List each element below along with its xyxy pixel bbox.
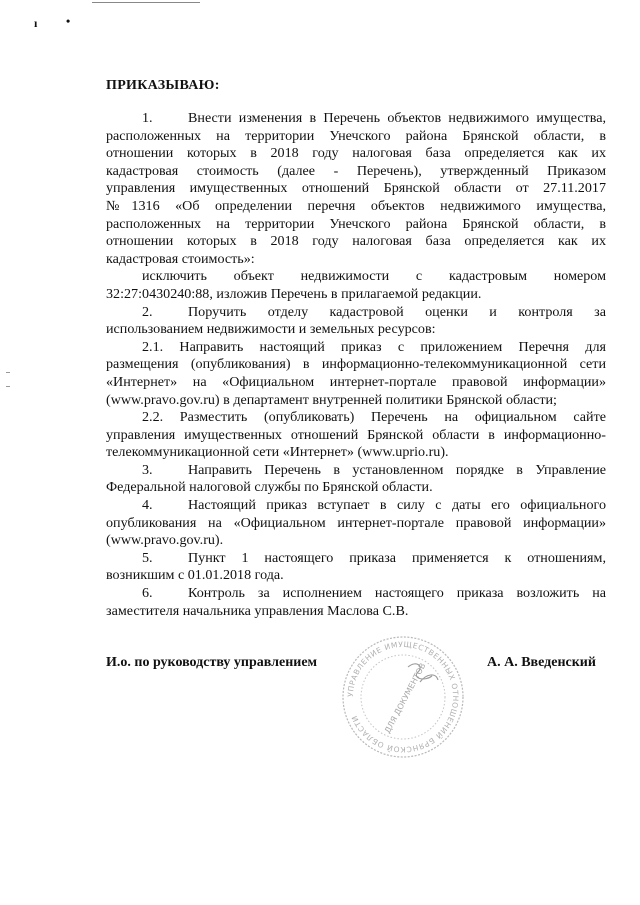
item-line: №1316 «Об определении перечня объектов недвижимого имущества, <box>106 197 606 214</box>
item-number: 2. <box>142 303 153 320</box>
item-number: 1. <box>142 110 153 126</box>
margin-tick <box>6 386 10 387</box>
item-line: «Интернет» на «Официальном интернет-портале правовой информации» <box>106 373 606 390</box>
item-number: 3. <box>142 461 153 478</box>
item-line: 2.1. Направить настоящий приказ с приложением Перечня для <box>142 338 606 355</box>
item-line: Направить Перечень в установленном порядке в Управление <box>188 461 606 478</box>
item-line: 2.2. Разместить (опубликовать) Перечень на официальном сайте <box>142 409 606 426</box>
item-line: опубликования на «Официальном интернет-портале правовой информации» <box>106 514 606 531</box>
item-number: 4. <box>142 497 153 514</box>
official-stamp <box>338 632 468 762</box>
item-line: Контроль за исполнением настоящего приказа возложить на <box>188 585 606 602</box>
item-line: (www.pravo.gov.ru). <box>106 532 224 549</box>
item-line: Настоящий приказ вступает в силу с даты его официального <box>188 497 606 514</box>
item-number: 5. <box>142 549 153 566</box>
item-4 <box>106 497 606 550</box>
item-line: управления имущественных отношений Брянской области в информационно- <box>106 426 606 443</box>
item-line: Внести изменения в Перечень объектов недвижимого имущества, <box>188 110 606 126</box>
item-line: Поручить отделу кадастровой оценки и контроля за <box>188 303 606 320</box>
item-line: отношении которых в 2018 году налоговая база определяется как их <box>106 145 606 162</box>
scan-speck: • <box>66 14 71 28</box>
item-line: 32:27:0430240:88, изложив Перечень в прилагаемой редакции. <box>106 285 482 302</box>
margin-tick <box>6 372 10 373</box>
item-line: исключить объект недвижимости с кадастровым номером <box>142 268 606 285</box>
item-line: кадастровая стоимость (далее - Перечень), утвержденный Приказом <box>106 162 606 179</box>
item-line: расположенных на территории Унечского района Брянской области, в <box>106 215 606 232</box>
item-2 <box>106 304 606 339</box>
scan-speck: ı <box>34 16 38 30</box>
item-line: Федеральной налоговой службы по Брянской области. <box>106 479 433 496</box>
item-line: размещения (опубликования) в информационно-телекоммуникационной сети <box>106 356 606 373</box>
item-line: Пункт 1 настоящего приказа применяется к отношениям, <box>188 549 606 566</box>
item-6 <box>106 585 606 620</box>
item-line: возникшим с 01.01.2018 года. <box>106 567 284 584</box>
item-line: отношении которых в 2018 году налоговая база определяется как их <box>106 233 606 250</box>
stamp-ring-text: УПРАВЛЕНИЕ ИМУЩЕСТВЕННЫХ ОТНОШЕНИЙ БРЯНСКОЙ ОБЛАСТИ <box>345 639 461 755</box>
item-2-2 <box>106 409 606 462</box>
item-line: использованием недвижимости и земельных ресурсов: <box>106 321 436 338</box>
top-rule <box>92 2 200 3</box>
item-3 <box>106 462 606 497</box>
order-heading: ПРИКАЗЫВАЮ: <box>106 78 220 93</box>
item-line: телекоммуникационной сети «Интернет» (www.uprio.ru). <box>106 444 449 461</box>
order-body <box>106 110 606 620</box>
item-line: расположенных на территории Унечского района Брянской области, в <box>106 127 606 144</box>
item-line: заместителя начальника управления Маслова С.В. <box>106 602 409 619</box>
item-line: кадастровая стоимость»: <box>106 250 255 267</box>
item-5 <box>106 550 606 585</box>
stamp-center-text: ДЛЯ ДОКУМЕНТОВ <box>382 661 428 735</box>
signatory-name: А. А. Введенский <box>487 655 596 670</box>
item-line: (www.pravo.gov.ru) в департамент внутренней политики Брянской области; <box>106 391 557 408</box>
item-number: 6. <box>142 585 153 602</box>
item-1 <box>106 110 606 304</box>
signatory-position: И.о. по руководству управлением <box>106 655 318 670</box>
item-2-1 <box>106 339 606 409</box>
item-line: управления имущественных отношений Брянской области от 27.11.2017 <box>106 180 606 197</box>
